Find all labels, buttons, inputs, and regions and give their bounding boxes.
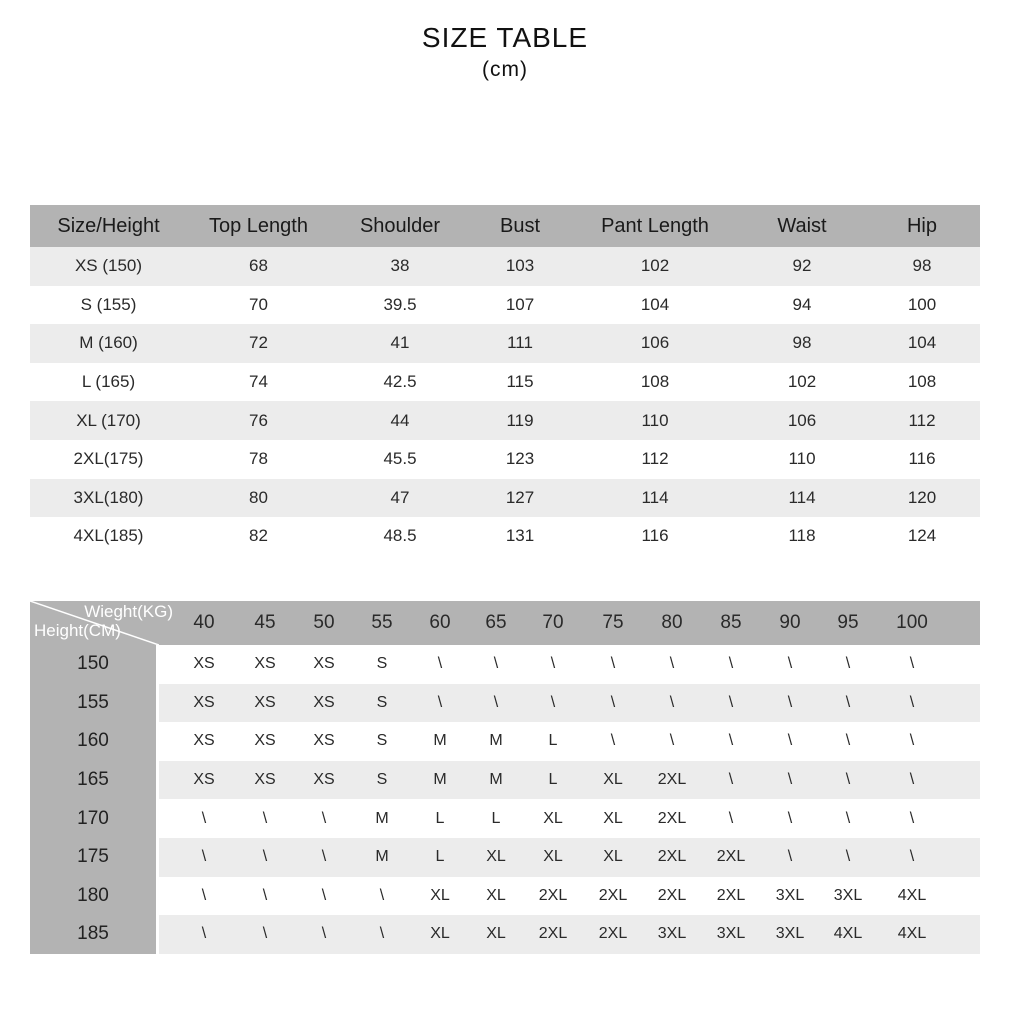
size-cell: XL [486,886,506,904]
size-cell: \ [728,732,734,750]
size-cell: \ [262,925,268,943]
measurement-cell: 114 [788,487,816,507]
size-cell: 3XL [775,886,805,904]
size-cell: \ [201,886,207,904]
size-cell: M [375,848,389,866]
measurement-cell: 110 [641,410,669,430]
size-cell: \ [669,655,675,673]
size-cell: \ [845,771,851,789]
size-cell: \ [669,693,675,711]
measurement-cell: 104 [907,333,937,353]
size-cell: 3XL [657,925,687,943]
size-cell: XS [193,655,215,673]
measurement-cell: 127 [505,487,535,507]
measurement-cell: 120 [907,487,937,507]
weight-header-cell: 65 [485,612,507,633]
size-cell: \ [379,886,385,904]
measurement-cell: 116 [641,526,669,546]
size-cell: \ [845,732,851,750]
weight-header-cell: 55 [371,612,393,633]
size-cell: \ [550,655,556,673]
measurement-cell: 92 [792,256,812,276]
weight-header-cell: 85 [720,612,742,633]
size-cell: XL [603,848,623,866]
table-row [30,363,980,402]
table-row [30,247,980,286]
measurement-cell: 98 [792,333,812,353]
size-cell: \ [787,848,793,866]
page-title: SIZE TABLE [421,22,589,53]
size-cell: XS [313,771,335,789]
table-row [30,401,980,440]
size-cell: S [376,693,388,711]
size-cell: \ [321,809,327,827]
measurement-cell: 119 [506,410,534,430]
measurement-cell: 47 [390,487,410,507]
size-cell: XL [486,925,506,943]
measurement-cell: 123 [505,449,535,469]
size-cell: XL [543,809,563,827]
size-cell: 2XL [538,886,568,904]
size-cell: 2XL [657,848,687,866]
weight-header-cell: 95 [837,612,859,633]
size-cell: 2XL [657,886,687,904]
size-cell: \ [845,693,851,711]
size-cell: 2XL [657,809,687,827]
size-cell: M [433,771,447,789]
size-cell: L [548,732,558,750]
measurement-cell: 48.5 [383,526,417,546]
header-cell: Hip [906,214,937,237]
size-cell: L [491,809,501,827]
size-cell: XS [313,732,335,750]
size-cell: \ [787,809,793,827]
measurement-cell: 78 [249,449,268,469]
size-cell: \ [787,693,793,711]
weight-header-cell: 75 [602,612,624,633]
size-label-cell: M (160) [79,333,138,353]
height-label-cell: 180 [30,877,159,916]
table-row [30,877,980,916]
size-cell: M [375,809,389,827]
measurement-cell: 114 [641,487,669,507]
size-table [30,205,980,556]
corner-cell [30,601,173,645]
size-cell: XL [603,809,623,827]
size-label-cell: S (155) [80,294,137,314]
size-cell: \ [201,848,207,866]
measurement-cell: 74 [249,372,268,392]
size-label-cell: XL (170) [76,410,141,430]
size-cell: \ [201,809,207,827]
header-cell: Pant Length [601,214,709,237]
measurement-cell: 76 [249,410,268,430]
size-cell: 2XL [657,771,687,789]
measurement-cell: 45.5 [383,449,417,469]
measurement-cell: 106 [640,333,670,353]
header-cell: Shoulder [359,214,441,237]
size-cell: 2XL [716,848,746,866]
measurement-cell: 80 [249,487,268,507]
size-cell: \ [787,732,793,750]
table-row [30,761,980,800]
header-cell: Size/Height [57,214,160,237]
weight-header-cell: 90 [779,612,801,633]
size-cell: \ [728,809,734,827]
measurement-cell: 131 [505,526,535,546]
table-row [30,324,980,363]
size-cell: 3XL [775,925,805,943]
corner-weight-label: Wieght(KG) [84,602,173,621]
weight-header-cell: 100 [896,612,928,633]
size-cell: \ [610,732,616,750]
weight-header-cell: 45 [254,612,276,633]
table-row [30,722,980,761]
size-cell: \ [437,655,443,673]
size-label-cell: 3XL(180) [73,487,144,507]
size-cell: \ [321,886,327,904]
size-cell: \ [262,886,268,904]
measurement-cell: 98 [912,256,932,276]
size-cell: M [433,732,447,750]
size-cell: XL [430,925,450,943]
size-table-body [30,247,980,556]
size-cell: \ [493,655,499,673]
size-table-header [30,205,980,247]
size-cell: \ [610,693,616,711]
measurement-cell: 42.5 [383,372,417,392]
table-row [30,645,980,684]
table-row [30,684,980,723]
size-cell: XS [254,732,276,750]
header-cell: Top Length [209,214,308,237]
size-cell: 4XL [897,925,927,943]
measurement-cell: 72 [249,333,268,353]
size-cell: XL [430,886,450,904]
size-cell: \ [728,655,734,673]
measurement-cell: 108 [640,372,670,392]
size-cell: 3XL [833,886,863,904]
size-cell: \ [321,925,327,943]
size-label-cell: 2XL(175) [73,449,144,469]
measurement-cell: 100 [907,294,937,314]
size-cell: \ [610,655,616,673]
size-cell: \ [262,848,268,866]
weight-header-cell: 40 [193,612,215,633]
weight-header-cell: 50 [313,612,335,633]
measurement-cell: 112 [641,449,669,469]
size-cell: \ [909,771,915,789]
height-label-cell: 175 [30,838,159,877]
size-cell: 3XL [716,925,746,943]
size-cell: S [376,655,388,673]
measurement-cell: 70 [249,294,268,314]
page-subtitle: (cm) [482,58,528,81]
size-cell: XS [254,655,276,673]
size-cell: \ [669,732,675,750]
size-cell: XS [193,693,215,711]
weight-header-cell: 60 [429,612,451,633]
measurement-cell: 38 [390,256,410,276]
height-label-cell: 155 [30,684,159,723]
size-cell: \ [262,809,268,827]
weight-table-body [30,645,980,954]
size-cell: 2XL [538,925,568,943]
size-cell: \ [728,771,734,789]
size-cell: XS [313,655,335,673]
size-cell: \ [728,693,734,711]
size-cell: \ [909,693,915,711]
measurement-cell: 102 [787,372,817,392]
table-row [30,799,980,838]
size-cell: M [489,771,503,789]
size-cell: XL [603,771,623,789]
size-cell: XL [543,848,563,866]
height-label-cell: 170 [30,799,159,838]
size-cell: XS [254,693,276,711]
size-cell: XS [254,771,276,789]
measurement-cell: 112 [908,410,936,430]
measurement-cell: 44 [390,410,410,430]
measurement-cell: 103 [505,256,535,276]
size-label-cell: L (165) [81,372,136,392]
size-cell: XL [486,848,506,866]
size-cell: \ [201,925,207,943]
size-cell: \ [550,693,556,711]
size-cell: \ [909,655,915,673]
size-cell: \ [845,655,851,673]
size-cell: \ [845,848,851,866]
height-label-cell: 160 [30,722,159,761]
height-label-cell: 150 [30,645,159,684]
size-cell: 4XL [897,886,927,904]
measurement-cell: 110 [788,449,816,469]
measurement-cell: 39.5 [383,294,417,314]
measurement-cell: 118 [788,526,816,546]
table-row [30,838,980,877]
size-cell: XS [193,732,215,750]
measurement-cell: 41 [390,333,410,353]
height-label-cell: 185 [30,915,159,954]
size-cell: L [435,848,445,866]
measurement-cell: 94 [792,294,812,314]
size-cell: \ [437,693,443,711]
size-cell: \ [909,809,915,827]
size-label-cell: 4XL(185) [73,526,144,546]
weight-header-cell: 70 [542,612,564,633]
size-cell: \ [379,925,385,943]
size-cell: XS [193,771,215,789]
table-row [30,517,980,556]
measurement-cell: 115 [506,372,534,392]
size-cell: \ [321,848,327,866]
size-cell: 2XL [598,925,628,943]
weight-header-cell: 80 [661,612,683,633]
measurement-cell: 106 [787,410,817,430]
size-cell: L [435,809,445,827]
measurement-cell: 102 [640,256,670,276]
table-row [30,440,980,479]
table-row [30,286,980,325]
measurement-cell: 104 [640,294,670,314]
measurement-cell: 68 [249,256,268,276]
weight-table-header [30,601,980,645]
size-cell: \ [787,771,793,789]
size-cell: \ [845,809,851,827]
measurement-cell: 116 [908,449,936,469]
header-cell: Waist [777,214,827,237]
table-row [30,915,980,954]
size-cell: XS [313,693,335,711]
table-row [30,479,980,518]
size-cell: L [548,771,558,789]
height-label-cell: 165 [30,761,159,800]
size-cell: S [376,771,388,789]
measurement-cell: 111 [507,333,533,353]
size-label-cell: XS (150) [74,256,143,276]
size-cell: \ [787,655,793,673]
header-cell: Bust [499,214,541,237]
size-cell: M [489,732,503,750]
measurement-cell: 124 [907,526,937,546]
size-cell: \ [493,693,499,711]
size-cell: \ [909,732,915,750]
corner-height-label: Height(CM) [34,621,121,640]
measurement-cell: 107 [505,294,535,314]
measurement-cell: 82 [249,526,268,546]
measurement-cell: 108 [907,372,937,392]
size-cell: 2XL [716,886,746,904]
size-cell: 2XL [598,886,628,904]
size-cell: \ [909,848,915,866]
size-cell: S [376,732,388,750]
weight-height-table [30,601,980,954]
size-cell: 4XL [833,925,863,943]
